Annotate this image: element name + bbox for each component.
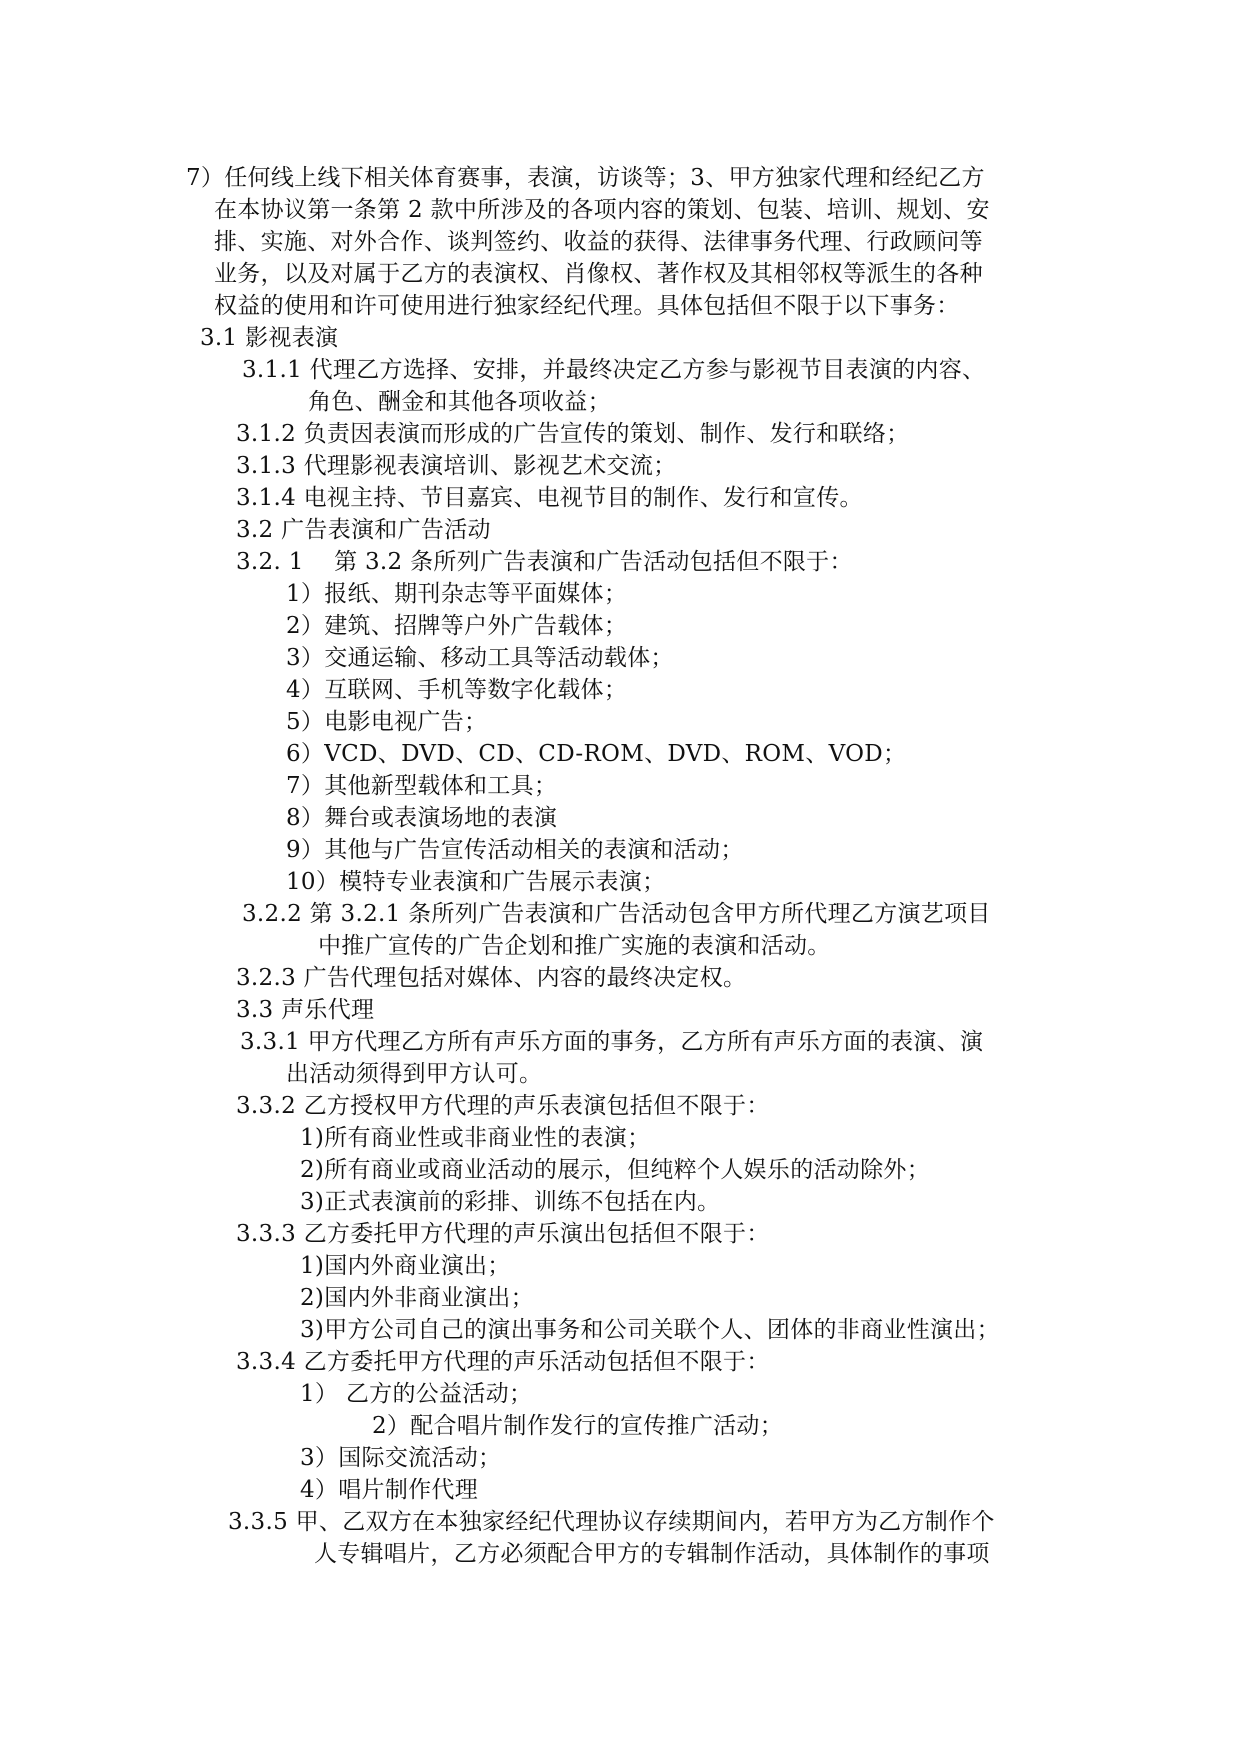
list-item: 2）配合唱片制作发行的宣传推广活动； — [372, 1413, 784, 1439]
list-item: 4）互联网、手机等数字化载体； — [286, 677, 628, 703]
clause-line: 3.3.1 甲方代理乙方所有声乐方面的事务，乙方所有声乐方面的表演、演 — [240, 1029, 984, 1055]
paragraph-line: 在本协议第一条第 2 款中所涉及的各项内容的策划、包装、培训、规划、安 — [214, 197, 990, 223]
clause-line: 3.2. 1 第 3.2 条所列广告表演和广告活动包括但不限于： — [236, 549, 853, 575]
list-item: 2）建筑、招牌等户外广告载体； — [286, 613, 628, 639]
paragraph-line: 业务，以及对属于乙方的表演权、肖像权、著作权及其相邻权等派生的各种 — [214, 261, 983, 287]
list-item: 3）国际交流活动； — [300, 1445, 502, 1471]
list-item: 3)甲方公司自己的演出事务和公司关联个人、团体的非商业性演出； — [300, 1317, 1000, 1343]
clause-line: 3.3.2 乙方授权甲方代理的声乐表演包括但不限于： — [236, 1093, 770, 1119]
list-item: 10）模特专业表演和广告展示表演； — [286, 869, 666, 895]
section-heading: 3.3 声乐代理 — [236, 997, 375, 1023]
list-item: 1)国内外商业演出； — [300, 1253, 511, 1279]
clause-line: 3.3.4 乙方委托甲方代理的声乐活动包括但不限于： — [236, 1349, 770, 1375]
list-item: 3）交通运输、移动工具等活动载体； — [286, 645, 674, 671]
list-item: 5）电影电视广告； — [286, 709, 488, 735]
section-heading: 3.2 广告表演和广告活动 — [236, 517, 491, 543]
clause-line: 人专辑唱片，乙方必须配合甲方的专辑制作活动，具体制作的事项 — [314, 1541, 990, 1567]
clause-line: 3.1.2 负责因表演而形成的广告宣传的策划、制作、发行和联络； — [236, 421, 910, 447]
clause-line: 3.1.3 代理影视表演培训、影视艺术交流； — [236, 453, 677, 479]
list-item: 1） 乙方的公益活动； — [300, 1381, 533, 1407]
list-item: 4）唱片制作代理 — [300, 1477, 479, 1503]
clause-line: 3.3.5 甲、乙双方在本独家经纪代理协议存续期间内，若甲方为乙方制作个 — [228, 1509, 995, 1535]
paragraph-line: 排、实施、对外合作、谈判签约、收益的获得、法律事务代理、行政顾问等 — [214, 229, 983, 255]
list-item: 6）VCD、DVD、CD、CD-ROM、DVD、ROM、VOD； — [286, 741, 907, 767]
list-item: 9）其他与广告宣传活动相关的表演和活动； — [286, 837, 744, 863]
clause-line: 3.3.3 乙方委托甲方代理的声乐演出包括但不限于： — [236, 1221, 770, 1247]
list-item: 1)所有商业性或非商业性的表演； — [300, 1125, 651, 1151]
list-item: 1）报纸、期刊杂志等平面媒体； — [286, 581, 628, 607]
clause-line: 3.2.3 广告代理包括对媒体、内容的最终决定权。 — [236, 965, 747, 991]
list-item: 2)国内外非商业演出； — [300, 1285, 534, 1311]
clause-line: 角色、酬金和其他各项收益； — [308, 389, 611, 415]
clause-line: 中推广宣传的广告企划和推广实施的表演和活动。 — [318, 933, 831, 959]
clause-line: 3.2.2 第 3.2.1 条所列广告表演和广告活动包含甲方所代理乙方演艺项目 — [242, 901, 991, 927]
list-item: 7）其他新型载体和工具； — [286, 773, 558, 799]
clause-line: 3.1.1 代理乙方选择、安排，并最终决定乙方参与影视节目表演的内容、 — [242, 357, 986, 383]
list-item: 2)所有商业或商业活动的展示，但纯粹个人娱乐的活动除外； — [300, 1157, 931, 1183]
list-item: 3)正式表演前的彩排、训练不包括在内。 — [300, 1189, 721, 1215]
paragraph-line: 7）任何线上线下相关体育赛事，表演，访谈等；3、甲方独家代理和经纪乙方 — [186, 165, 985, 191]
list-item: 8）舞台或表演场地的表演 — [286, 805, 558, 831]
clause-line: 出活动须得到甲方认可。 — [286, 1061, 543, 1087]
paragraph-line: 权益的使用和许可使用进行独家经纪代理。具体包括但不限于以下事务： — [214, 293, 960, 319]
clause-line: 3.1.4 电视主持、节目嘉宾、电视节目的制作、发行和宣传。 — [236, 485, 863, 511]
section-heading: 3.1 影视表演 — [200, 325, 339, 351]
